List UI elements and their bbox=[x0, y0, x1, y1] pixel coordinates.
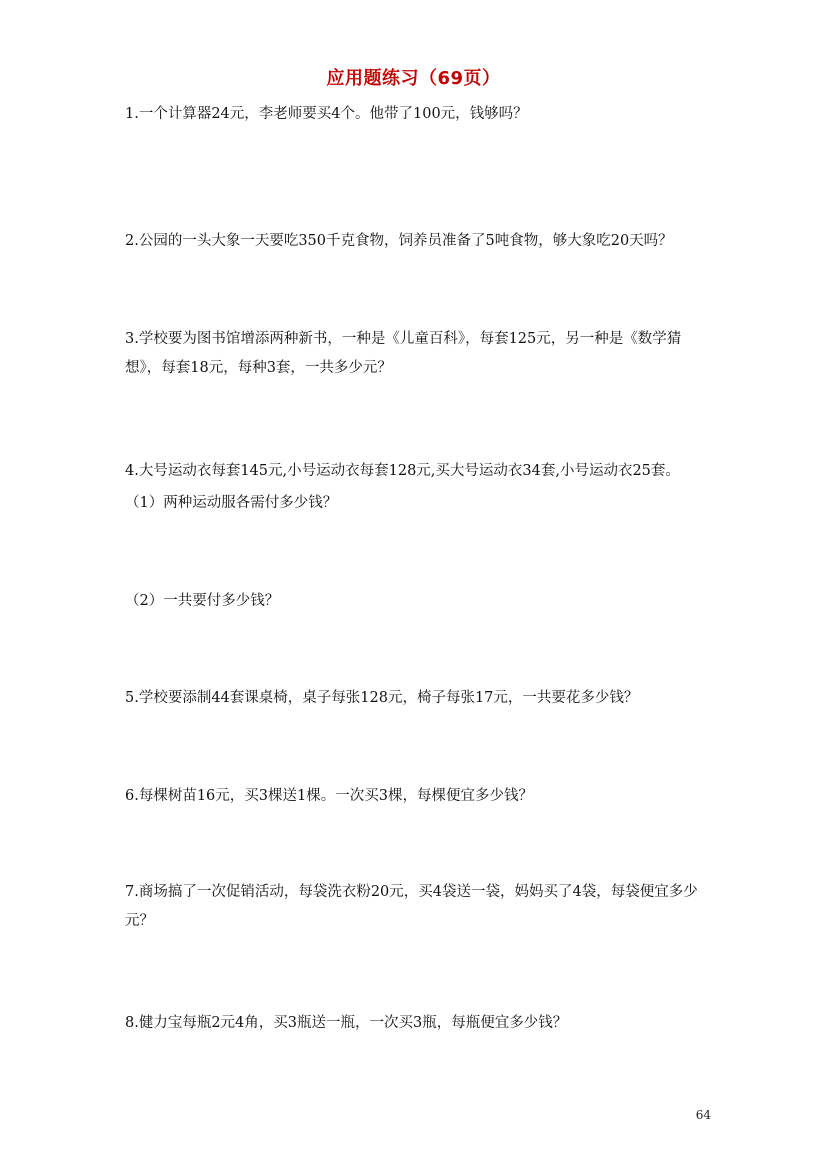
question-4: 4.大号运动衣每套145元,小号运动衣每套128元,买大号运动衣34套,小号运动衣25套。 bbox=[125, 463, 680, 479]
question-5: 5.学校要添制44套课桌椅，桌子每张128元，椅子每张17元，一共要花多少钱？ bbox=[125, 690, 639, 706]
page-number: 64 bbox=[695, 1108, 711, 1122]
question-7: 7.商场搞了一次促销活动，每袋洗衣粉20元，买4袋送一袋，妈妈买了4袋，每袋便宜多少元？ bbox=[125, 884, 698, 929]
page-title: 应用题练习（69页） bbox=[326, 68, 501, 89]
question-2: 2.公园的一头大象一天要吃350千克食物，饲养员准备了5吨食物，够大象吃20天吗？ bbox=[125, 233, 673, 249]
question-8: 8.健力宝每瓶2元4角，买3瓶送一瓶，一次买3瓶，每瓶便宜多少钱？ bbox=[125, 1015, 568, 1031]
question-6: 6.每棵树苗16元，买3棵送1棵。一次买3棵，每棵便宜多少钱？ bbox=[125, 788, 533, 804]
question-4-part-1: （1）两种运动服各需付多少钱？ bbox=[125, 495, 338, 511]
question-1: 1.一个计算器24元，李老师要买4个。他带了100元，钱够吗？ bbox=[125, 106, 528, 122]
question-4-part-2: （2）一共要付多少钱？ bbox=[125, 593, 280, 609]
question-3: 3.学校要为图书馆增添两种新书，一种是《儿童百科》，每套125元，另一种是《数学猜想》，每套18元，每种3套，一共多少元？ bbox=[125, 331, 682, 376]
